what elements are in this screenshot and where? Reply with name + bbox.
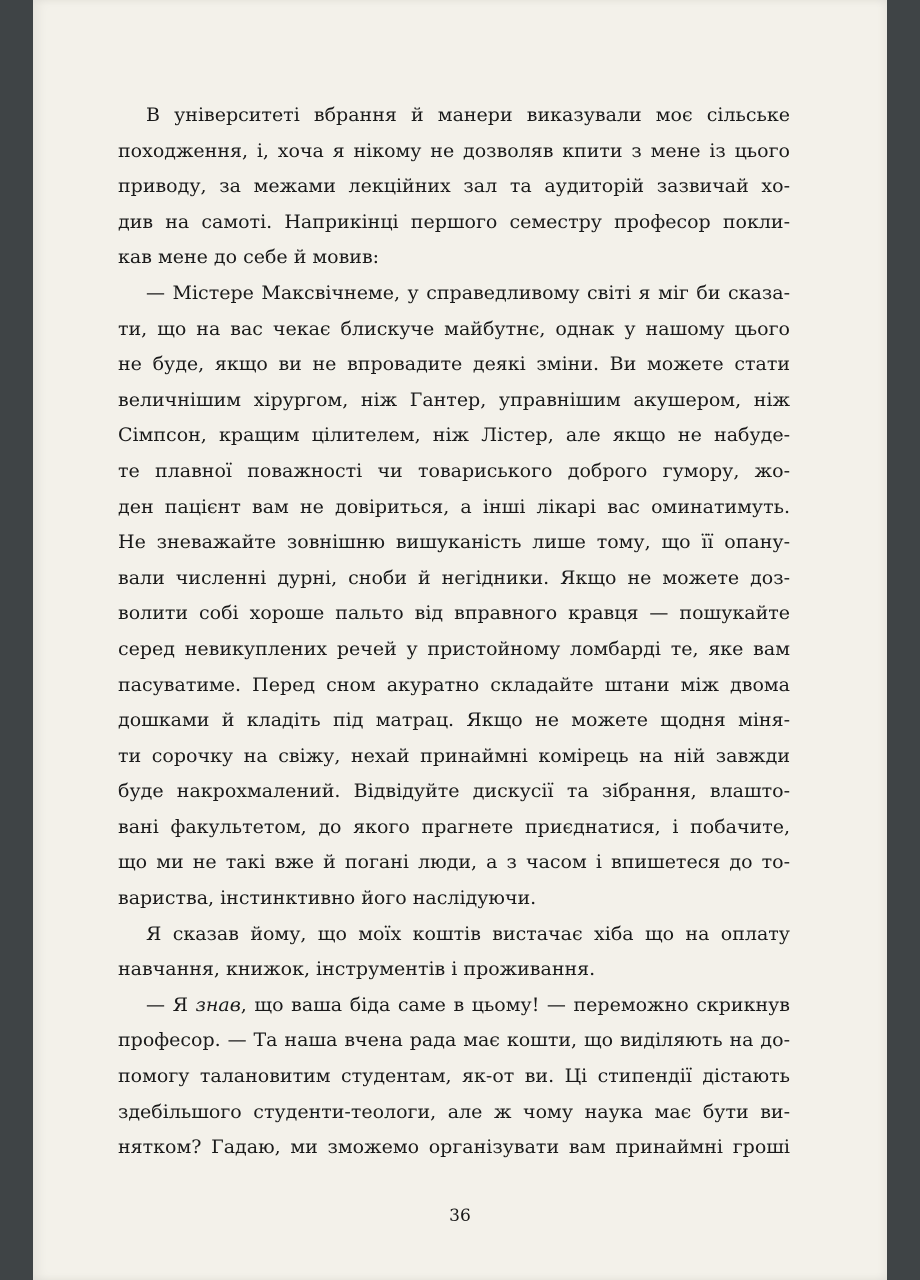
text-line: див на самоті. Наприкінці першого семестру професор покли- <box>118 210 790 233</box>
text-line: волити собі хороше пальто від вправного кравця — пошукайте <box>118 602 790 625</box>
text-line: кав мене до себе й мовив: <box>118 246 380 269</box>
text-line: приводу, за межами лекційних зал та аудиторій зазвичай хо- <box>118 175 790 198</box>
text-line: походження, і, хоча я нікому не дозволяв кпити з мене із цього <box>118 139 790 162</box>
text-line: В університеті вбрання й манери виказували моє сільське <box>146 104 790 126</box>
body-text <box>118 98 790 1166</box>
text-line: не буде, якщо ви не впровадите деякі зміни. Ви можете стати <box>118 353 790 376</box>
text-line: вані факультетом, до якого прагнете приєднатися, і побачите, <box>118 815 790 838</box>
text-line: Не зневажайте зовнішню вишуканість лише тому, що її опану- <box>118 531 790 554</box>
text-line: величнішим хірургом, ніж Гантер, управнішим акушером, ніж <box>118 388 790 411</box>
paragraph-1 <box>118 98 790 276</box>
text-line: ти сорочку на свіжу, нехай принаймні комірець на ній завжди <box>118 744 790 767</box>
page-number: 36 <box>449 1206 471 1226</box>
text-line: вали численні дурні, сноби й негідники. Якщо не можете доз- <box>118 566 790 589</box>
emphasis-text: знав <box>195 993 241 1016</box>
paragraph-2 <box>118 276 790 917</box>
paragraph-3 <box>118 917 790 988</box>
book-page <box>33 0 887 1280</box>
text-line: Я сказав йому, що моїх коштів вистачає хіба що на оплату <box>146 922 790 945</box>
text-line: буде накрохмалений. Відвідуйте дискусії та зібрання, влашто- <box>118 780 790 803</box>
text-fragment: — Я <box>146 993 196 1016</box>
text-line: дошками й кладіть під матрац. Якщо не можете щодня міня- <box>118 709 790 732</box>
text-line: вариства, інстинктивно його наслідуючи. <box>118 887 537 910</box>
paragraph-4 <box>118 988 790 1166</box>
text-line: серед невикуплених речей у пристойному ломбарді те, яке вам <box>118 637 790 660</box>
text-line: професор. — Та наша вчена рада має кошти, що виділяють на до- <box>118 1029 790 1052</box>
text-line: те плавної поважності чи товариського доброго гумору, жо- <box>118 459 790 482</box>
text-line: пасуватиме. Перед сном акуратно складайте штани між двома <box>118 673 790 696</box>
text-line: що ми не такі вже й погані люди, а з часом і впишетеся до то- <box>118 851 790 874</box>
text-line: помогу талановитим студентам, як-от ви. Ці стипендії дістають <box>118 1065 790 1088</box>
text-line: Сімпсон, кращим цілителем, ніж Лістер, але якщо не набуде- <box>118 424 790 447</box>
text-line: — Містере Максвічнеме, у справедливому світі я міг би сказа- <box>146 281 790 304</box>
text-fragment: , що ваша біда саме в цьому! — переможно скрикнув <box>240 993 790 1016</box>
text-line: ти, що на вас чекає блискуче майбутнє, однак у нашому цього <box>118 317 790 340</box>
text-line: нятком? Гадаю, ми зможемо організувати вам принаймні гроші <box>118 1136 790 1159</box>
text-line <box>118 988 790 1024</box>
text-line: здебільшого студенти-теологи, але ж чому наука має бути ви- <box>118 1100 790 1123</box>
text-line: ден пацієнт вам не довіриться, а інші лікарі вас оминатимуть. <box>118 495 790 518</box>
text-line: навчання, книжок, інструментів і проживання. <box>118 958 596 981</box>
